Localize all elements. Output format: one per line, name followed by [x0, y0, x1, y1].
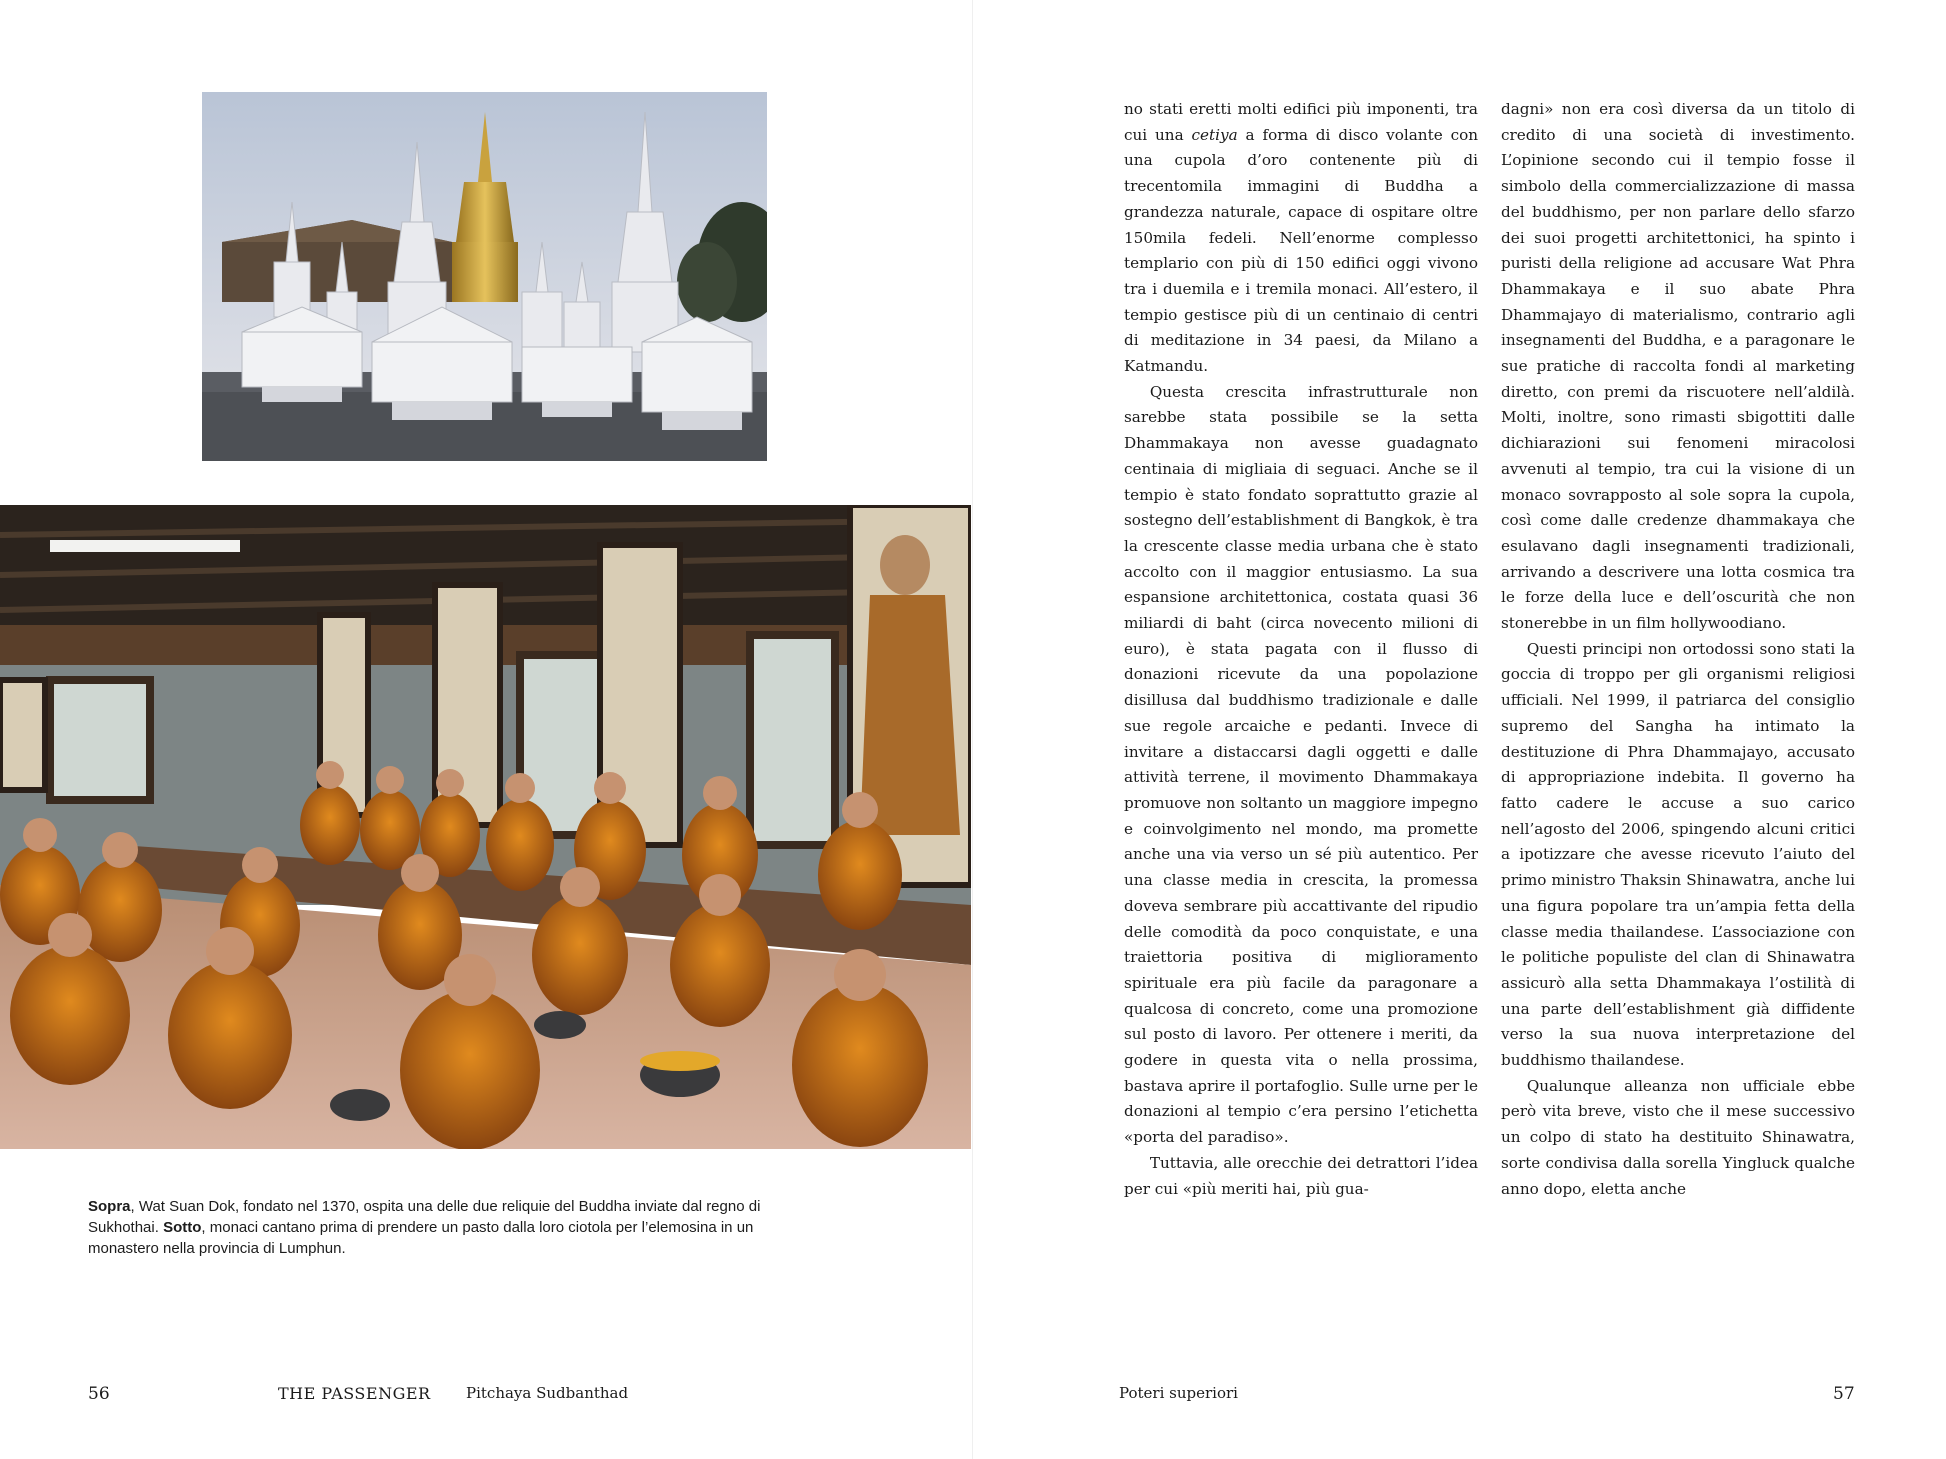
caption-sotto-label: Sotto	[163, 1219, 202, 1236]
column-2-paragraph-2: Questi principi non ortodossi sono stati la goccia di troppo per gli organismi religiosi ufficiali. Nel 1999, il patriarca del consiglio supremo del Sangha ha intimato la destituzione di Phra Dhammajayo, accusato di appropriazione indebita. Il governo ha fatto cadere le accuse a suo carico nell’agosto del 2006, spingendo alcuni critici a ipotizzare che avesse ricevuto l’aiuto del primo ministro Thaksin Shinawatra, anche lui una figura popolare tra un’ampia fetta della classe media thailandese. L’associazione con le politiche populiste del clan di Shinawatra assicurò alla setta Dhammakaya l’ostilità di una parte dell’establishment già diffidente verso la sua nuova interpretazione del buddhismo thailandese.	[1501, 639, 1855, 1070]
page-number-left: 56	[88, 1384, 110, 1404]
column-1-paragraph-2: Questa crescita infrastrutturale non sarebbe stata possibile se la setta Dhammakaya non avesse guadagnato centinaia di migliaia di seguaci. Anche se il tempio è stato fondato soprattutto grazie al sostegno dell’establishment di Bangkok, è tra la crescente classe media urbana che è stato accolto con il maggior entusiasmo. La sua espansione architettonica, costata quasi 36 miliardi di baht (circa novecento milioni di euro), è stata pagata con il flusso di donazioni ricevute da una popolazione disillusa dal buddhismo tradizionale e dalle sue regole arcaiche e pedanti. Invece di invitare a distaccarsi dagli oggetti e dalle attività terrene, il movimento Dhammakaya promuove non soltanto un maggiore impegno e coinvolgimento nel mondo, ma promette anche una via verso un sé più autentico. Per una classe media in crescita, la promessa doveva sembrare più accattivante del ripudio delle comodità da poco conquistate, e una traiettoria positiva di miglioramento spirituale era più facile da paragonare a qualcosa di concreto, come una promozione sul posto di lavoro. Per ottenere i meriti, da godere in questa vita o nella prossima, bastava aprire il portafoglio. Sulle urne per le donazioni al tempio c’era persino l’etichetta «porta del paradiso».	[1124, 382, 1478, 1147]
text-column-2	[1501, 97, 1855, 1202]
column-1-paragraph-1	[1124, 97, 1478, 380]
caption-sopra-text: , Wat Suan Dok, fondato nel 1370, ospita una delle due reliquie del Buddha inviate dal regno di Sukhothai.	[88, 1198, 761, 1236]
monks-praying-photo	[0, 505, 971, 1149]
column-1-paragraph-3: Tuttavia, alle orecchie dei detrattori l’idea per cui «più meriti hai, più gua-	[1124, 1153, 1478, 1198]
section-title: Poteri superiori	[1119, 1384, 1238, 1402]
author-name: Pitchaya Sudbanthad	[466, 1384, 629, 1402]
page-number-right: 57	[1833, 1384, 1855, 1404]
column-2-paragraph-1: dagni» non era così diversa da un titolo di credito di una società di investimento. L’opinione secondo cui il tempio fosse il simbolo della commercializzazione di massa del buddhismo, per non parlare dello sfarzo dei suoi progetti architettonici, ha spinto i puristi della religione ad accusare Wat Phra Dhammakaya e il suo abate Phra Dhammajayo di materialismo, contrario agli insegnamenti del Buddha, e a paragonare le sue pratiche di raccolta fondi al marketing diretto, con premi da riscuotere nell’aldilà. Molti, inoltre, sono rimasti sbigottiti dalle dichiarazioni sui fenomeni miracolosi avvenuti al tempio, tra cui la visione di un monaco sovrapposto al sole sopra la cupola, così come dalle credenze dhammakaya che esulavano dagli insegnamenti tradizionali, arrivando a descrivere una lotta cosmica tra le forze della luce e dell’oscurità che non stonerebbe in un film hollywoodiano.	[1501, 100, 1855, 633]
text-column-1	[1124, 97, 1478, 1202]
caption-sopra-label: Sopra	[88, 1198, 131, 1215]
monks-praying-illustration	[0, 505, 971, 1149]
right-page	[973, 0, 1946, 1459]
temple-stupas-photo	[202, 92, 767, 461]
column-1-p1-after: a forma di disco volante con una cupola d’oro contenente più di trecentomila immagini di Buddha a grandezza naturale, capace di ospitare oltre 150mila fedeli. Nell’enorme complesso templario con più di 150 edifici oggi vivono tra i duemila e i tremila monaci. All’estero, il tempio gestisce più di un centinaio di centri di meditazione in 34 paesi, da Milano a Katmandu.	[1124, 125, 1478, 376]
photo-caption	[88, 1196, 818, 1259]
column-2-paragraph-3: Qualunque alleanza non ufficiale ebbe però vita breve, visto che il mese successivo un colpo di stato ha destituito Shinawatra, sorte condivisa dalla sorella Yingluck qualche anno dopo, eletta anche	[1501, 1076, 1855, 1198]
temple-stupas-illustration	[202, 92, 767, 461]
caption-sotto-text: , monaci cantano prima di prendere un pasto dalla loro ciotola per l’elemosina in un monastero nella provincia di Lumphun.	[88, 1219, 754, 1257]
column-1-p1-italic: cetiya	[1191, 125, 1238, 144]
column-1-p1-before: no stati eretti molti edifici più imponenti, tra cui una	[1124, 100, 1478, 144]
magazine-title: THE PASSENGER	[278, 1384, 431, 1403]
